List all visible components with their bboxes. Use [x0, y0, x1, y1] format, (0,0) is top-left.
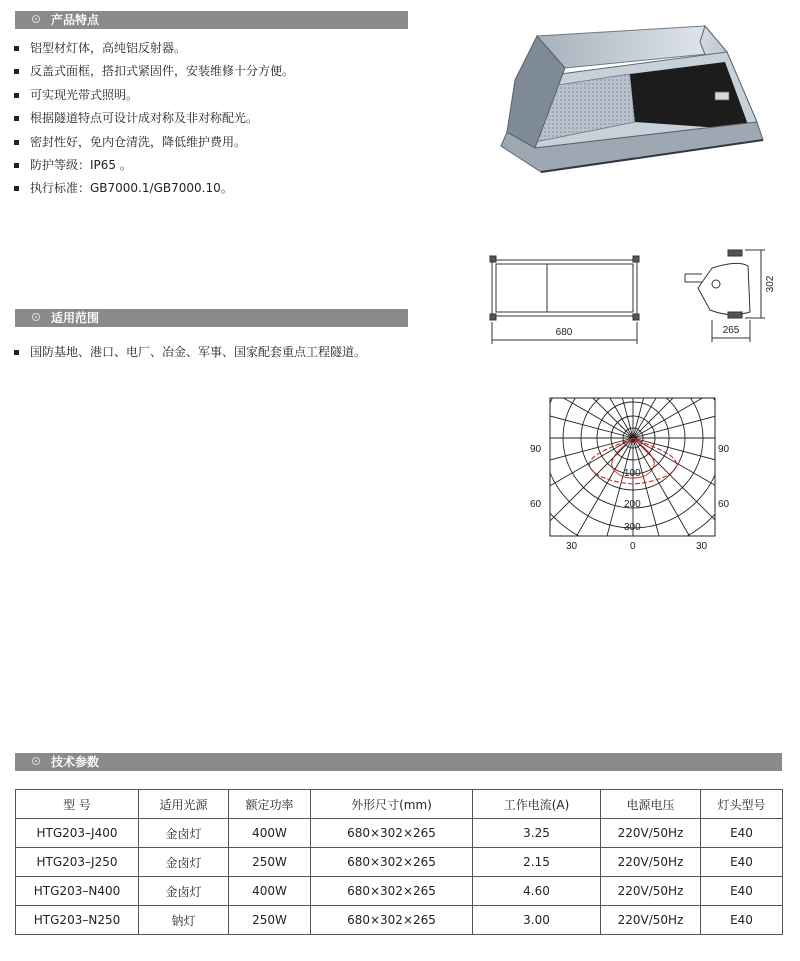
feature-item: 执行标准：GB7000.1/GB7000.10。 — [14, 180, 294, 203]
cell-power: 250W — [229, 848, 311, 877]
column-header-lamp-base: 灯头型号 — [701, 790, 783, 819]
specs-table — [15, 789, 783, 935]
cell-lamp-base: E40 — [701, 819, 783, 848]
angle-label-bottom-right-30: 30 — [696, 541, 708, 552]
table-row — [16, 906, 783, 935]
feature-item: 密封性好，免内仓清洗，降低维护费用。 — [14, 134, 294, 157]
scope-section-header — [15, 309, 408, 327]
polar-frame — [550, 398, 715, 536]
intensity-label-200: 200 — [624, 499, 641, 510]
column-header-voltage: 电源电压 — [601, 790, 701, 819]
length-dimension-label: 680 — [555, 327, 573, 338]
feature-item: 铝型材灯体，高纯铝反射器。 — [14, 40, 294, 63]
cell-model: HTG203–J400 — [16, 819, 139, 848]
height-dimension-label: 302 — [765, 275, 776, 293]
angle-label-bottom-0: 0 — [630, 541, 636, 552]
bullet-circle-icon — [32, 313, 40, 321]
intensity-label-100: 100 — [624, 468, 641, 479]
feature-item: 防护等级：IP65 。 — [14, 157, 294, 180]
angle-label-right-90: 90 — [718, 444, 730, 455]
cell-dimensions: 680×302×265 — [311, 906, 473, 935]
cell-model: HTG203–J250 — [16, 848, 139, 877]
depth-dimension-label: 265 — [722, 325, 740, 336]
light-distribution-chart — [522, 390, 752, 558]
feature-item: 反盖式面框，搭扣式紧固件，安装维修十分方便。 — [14, 63, 294, 86]
product-photo — [495, 22, 770, 187]
angle-label-left-90: 90 — [530, 444, 542, 455]
feature-item: 根据隧道特点可设计成对称及非对称配光。 — [14, 110, 294, 133]
cell-voltage: 220V/50Hz — [601, 906, 701, 935]
cell-power: 400W — [229, 819, 311, 848]
cell-voltage: 220V/50Hz — [601, 819, 701, 848]
table-row — [16, 848, 783, 877]
angle-label-right-60: 60 — [718, 499, 730, 510]
cell-dimensions: 680×302×265 — [311, 877, 473, 906]
column-header-light-source: 适用光源 — [139, 790, 229, 819]
cell-model: HTG203–N250 — [16, 906, 139, 935]
cell-power: 400W — [229, 877, 311, 906]
cell-voltage: 220V/50Hz — [601, 848, 701, 877]
table-row — [16, 877, 783, 906]
bullet-circle-icon — [32, 15, 40, 23]
features-list — [14, 40, 294, 204]
cell-current: 3.00 — [473, 906, 601, 935]
specs-section-header — [15, 753, 782, 771]
specs-section-title: 技术参数 — [51, 755, 100, 769]
cell-dimensions: 680×302×265 — [311, 848, 473, 877]
cell-voltage: 220V/50Hz — [601, 877, 701, 906]
features-section-title: 产品特点 — [51, 13, 100, 27]
scope-list — [14, 344, 366, 367]
angle-label-left-60: 60 — [530, 499, 542, 510]
column-header-current: 工作电流(A) — [473, 790, 601, 819]
cell-light-source: 金卤灯 — [139, 848, 229, 877]
dimension-drawing — [480, 238, 780, 348]
column-header-power: 额定功率 — [229, 790, 311, 819]
cell-current: 2.15 — [473, 848, 601, 877]
intensity-label-300: 300 — [624, 522, 641, 533]
cell-light-source: 钠灯 — [139, 906, 229, 935]
cell-lamp-base: E40 — [701, 848, 783, 877]
bullet-circle-icon — [32, 757, 40, 765]
cell-light-source: 金卤灯 — [139, 819, 229, 848]
table-row — [16, 819, 783, 848]
cell-current: 3.25 — [473, 819, 601, 848]
cell-lamp-base: E40 — [701, 906, 783, 935]
cell-lamp-base: E40 — [701, 877, 783, 906]
cell-dimensions: 680×302×265 — [311, 819, 473, 848]
scope-item: 国防基地、港口、电厂、冶金、军事、国家配套重点工程隧道。 — [14, 344, 366, 367]
scope-section-title: 适用范围 — [51, 311, 100, 325]
cell-power: 250W — [229, 906, 311, 935]
angle-label-bottom-left-30: 30 — [566, 541, 578, 552]
table-header-row — [16, 790, 783, 819]
cell-light-source: 金卤灯 — [139, 877, 229, 906]
features-section-header — [15, 11, 408, 29]
column-header-dimensions: 外形尺寸(mm) — [311, 790, 473, 819]
cell-current: 4.60 — [473, 877, 601, 906]
feature-item: 可实现光带式照明。 — [14, 87, 294, 110]
column-header-model: 型 号 — [16, 790, 139, 819]
cell-model: HTG203–N400 — [16, 877, 139, 906]
